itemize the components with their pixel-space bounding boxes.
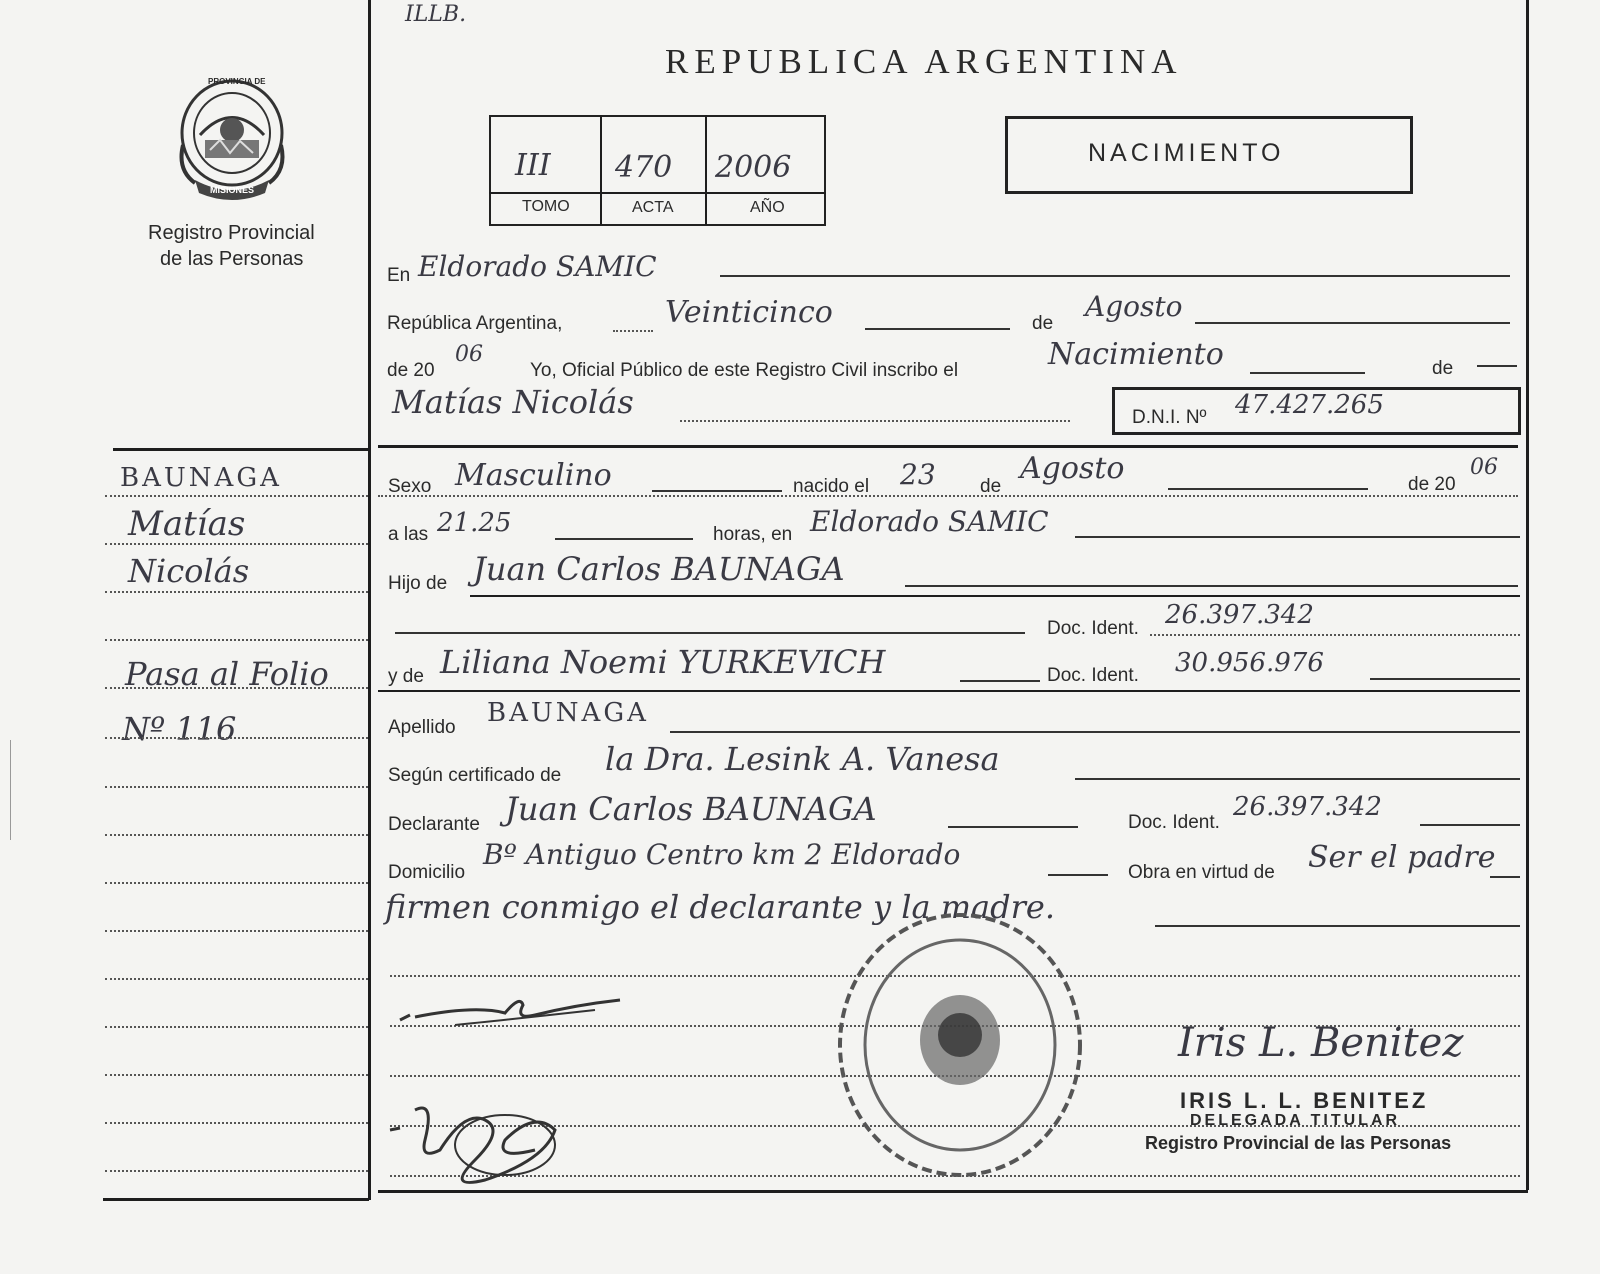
day-line [865,328,1010,330]
record-divider-1 [600,115,602,225]
left-page-edge [10,740,11,840]
father-doc-line [395,632,1025,634]
obra-label: Obra en virtud de [1128,862,1275,883]
registry-line-2: de las Personas [160,248,304,270]
father-doc: 26.397.342 [1165,600,1314,630]
declarante-doc: 26.397.342 [1233,792,1382,822]
day-value: Veinticinco [665,295,833,330]
name-value: Matías Nicolás [392,383,634,421]
margin-divider-bottom [103,1198,369,1201]
margin-dots-6 [105,737,368,739]
mother-value: Liliana Noemi YURKEVICH [440,643,886,681]
margin-dots-4 [105,639,368,641]
name-dots [680,420,1070,422]
margin-dots-8 [105,834,368,836]
doc-ident-label-3: Doc. Ident. [1128,812,1220,833]
sexo-line [652,490,782,492]
inscribe-line [1250,372,1365,374]
domicilio-line [1048,874,1108,876]
de-line-2 [1477,365,1517,367]
sexo-dots [378,495,1518,497]
month-line [1195,322,1510,324]
father-line [905,585,1518,587]
nacido-label: nacido el [793,476,870,497]
doc-ident-label-1: Doc. Ident. [1047,618,1139,639]
place-value: Eldorado SAMIC [810,505,1049,538]
en-value: Eldorado SAMIC [418,250,657,283]
mother-doc: 30.956.976 [1175,648,1324,678]
de-label-2: de [1432,358,1454,379]
declarante-value: Juan Carlos BAUNAGA [505,790,877,828]
margin-dots-3 [105,591,368,593]
inscribe-value: Nacimiento [1048,337,1224,372]
month-value: Agosto [1085,290,1183,323]
place-line [1075,536,1520,538]
margin-dots-15 [105,1170,368,1172]
margin-folio-number: Nº 116 [122,710,237,748]
margin-first-name: Matías [128,504,246,544]
acta-label: ACTA [632,199,674,216]
margin-dots-13 [105,1074,368,1076]
margin-dots-2 [105,543,368,545]
official-signature: Iris L. Benitez [1178,1020,1464,1066]
republica-label: República Argentina, [387,313,563,334]
declarant-signature [395,985,635,1045]
en-label: En [387,265,411,286]
acta-value: 470 [615,150,673,185]
father-value: Juan Carlos BAUNAGA [473,550,845,588]
official-name: IRIS L. L. BENITEZ [1180,1088,1429,1113]
margin-dots-10 [105,930,368,932]
apellido-value: BAUNAGA [487,698,649,728]
obra-line [1490,876,1520,878]
margin-surname: BAUNAGA [120,463,282,493]
margin-dots-12 [105,1026,368,1028]
apellido-line [670,731,1520,733]
apellido-label: Apellido [388,717,456,738]
declarante-doc-line [1420,824,1520,826]
margin-folio-note: Pasa al Folio [125,655,329,693]
tomo-value: III [515,148,551,183]
domicilio-label: Domicilio [388,862,466,883]
margin-dots-7 [105,786,368,788]
record-divider-2 [705,115,707,225]
dni-label: D.N.I. Nº [1132,407,1207,428]
domicilio-value: Bº Antiguo Centro km 2 Eldorado [483,838,961,871]
margin-dots-1 [105,495,368,497]
official-office: Registro Provincial de las Personas [1145,1133,1452,1153]
oficial-text: Yo, Oficial Público de este Registro Civil inscribo el [530,360,959,381]
anio-value: 2006 [715,150,792,185]
margin-dots-9 [105,882,368,884]
doc-type-title: NACIMIENTO [1088,139,1285,167]
sexo-value: Masculino [455,458,612,493]
official-stamp [830,905,1090,1195]
mother-doc-line [1370,678,1520,680]
margin-dots-14 [105,1122,368,1124]
a-las-label: a las [388,524,429,545]
day-dots [613,330,653,332]
hour-value: 21.25 [437,508,512,538]
mother-line [960,680,1040,682]
official-title: DELEGADA TITULAR [1190,1112,1401,1129]
firmen-line [1155,925,1520,927]
firmen-value: firmen conmigo el declarante y la madre. [385,888,1055,926]
year-prefix-2: de 20 [1408,474,1456,495]
margin-divider-top [113,448,369,451]
province-seal [175,75,290,200]
anio-label: AÑO [750,199,785,216]
record-label-divider [489,192,826,194]
obra-value: Ser el padre [1308,840,1496,875]
margin-dots-11 [105,978,368,980]
birth-day: 23 [900,458,936,491]
segun-label: Según certificado de [388,765,562,786]
seal-text-bottom: MISIONES [210,185,255,195]
sexo-label: Sexo [388,476,432,497]
de-label: de [1032,313,1054,334]
hour-line [555,538,693,540]
registry-line-1: Registro Provincial [148,222,315,244]
misiones-seal-icon [175,75,290,200]
birth-year: 06 [1470,455,1498,480]
right-border [1526,0,1529,1190]
year-prefix: de 20 [387,360,435,381]
horas-label: horas, en [713,524,793,545]
segun-value: la Dra. Lesink A. Vanesa [605,740,1000,778]
y-de-label: y de [388,666,424,687]
father-doc-dots [1150,634,1520,636]
declarante-line [948,826,1078,828]
hijo-label: Hijo de [388,573,448,594]
mother-signature [385,1090,585,1200]
birth-month: Agosto [1020,451,1125,486]
mother-underline [378,690,1520,692]
de-label-3: de [980,476,1002,497]
doc-ident-label-2: Doc. Ident. [1047,665,1139,686]
year-value: 06 [455,342,483,367]
left-margin-divider [368,0,371,1200]
segun-line [1075,778,1520,780]
margin-second-name: Nicolás [128,552,250,590]
declarante-label: Declarante [388,814,480,835]
dni-value: 47.427.265 [1235,390,1384,420]
seal-text-top: PROVINCIA DE [208,77,266,86]
en-line [720,275,1510,277]
margin-dots-5 [105,687,368,689]
tomo-label: TOMO [522,198,570,215]
country-title: REPUBLICA ARGENTINA [665,42,1183,81]
father-underline [470,595,1520,597]
section-divider [378,445,1518,448]
top-scribble: ILLB. [405,2,467,27]
birth-month-line [1168,488,1368,490]
